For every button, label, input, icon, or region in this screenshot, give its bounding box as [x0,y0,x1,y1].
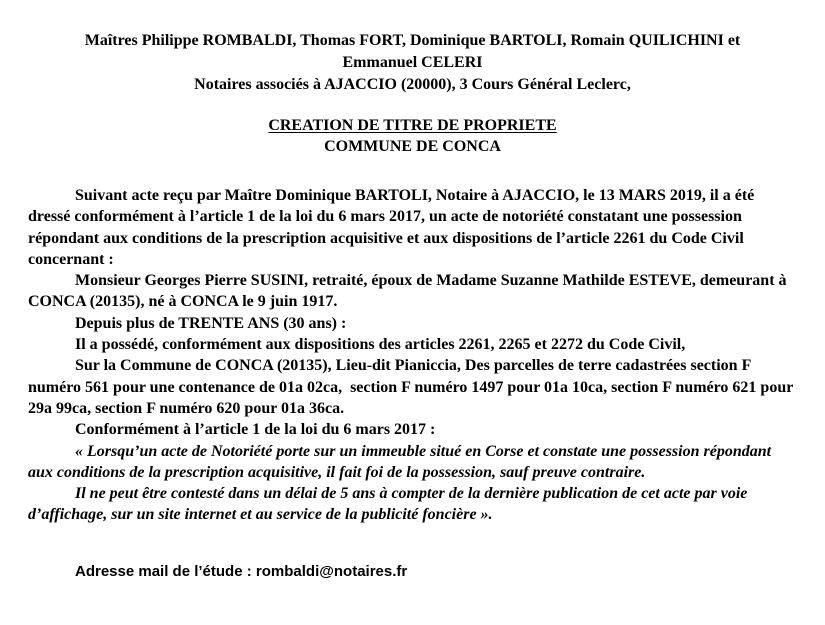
document-title: CREATION DE TITRE DE PROPRIETE [268,117,557,134]
paragraph-person-susini: Monsieur Georges Pierre SUSINI, retraité, époux de Madame Suzanne Mathilde ESTEVE, demeurant à CONCA (20135), né à CONCA le 9 juin 1917. [28,272,791,311]
email-label: Adresse mail de l’étude : [75,562,256,580]
office-address-line: Notaires associés à AJACCIO (20000), 3 Cours Général Leclerc, [194,76,631,93]
email-line [28,561,797,582]
paragraph-possession-articles: Il a possédé, conformément aux dispositions des articles 2261, 2265 et 2272 du Code Civil, [75,336,686,354]
document-header [28,30,797,96]
paragraph-acte-recu: Suivant acte reçu par Maître Dominique BARTOLI, Notaire à AJACCIO, le 13 MARS 2019, il a été dressé conformément à l’article 1 de la loi du 6 mars 2017, un acte de notoriété constatant une possession répondant aux conditions de la prescription acquisitive et aux dispositions de l’article 2261 du Code Civil concernant : [28,187,759,268]
paragraph-parcels-cadastre: Sur la Commune de CONCA (20135), Lieu-dit Pianiccia, Des parcelles de terre cadastrées section F numéro 561 pour une contenance de 01a 02ca, section F numéro 1497 pour 01a 10ca, section F numéro 621 pour 29a 99ca, section F numéro 620 pour 01a 36ca. [28,357,798,417]
quote-delai-contestation: Il ne peut être contesté dans un délai de 5 ans à compter de la dernière publication de cet acte par voie d’affichage, sur un site internet et au service de la publicité foncière ». [28,485,752,524]
email-address: rombaldi@notaires.fr [255,562,408,580]
paragraph-conformement-loi: Conformément à l’article 1 de la loi du 6 mars 2017 : [75,421,436,439]
notaries-names-line-1: Maîtres Philippe ROMBALDI, Thomas FORT, Dominique BARTOLI, Romain QUILICHINI et [84,32,741,49]
document-footer [28,561,797,582]
document-subtitle-commune: COMMUNE DE CONCA [324,138,501,155]
document-body [28,185,797,526]
notaries-names-line-2: Emmanuel CELERI [342,54,483,71]
paragraph-duration-trente-ans: Depuis plus de TRENTE ANS (30 ans) : [75,314,347,332]
title-block [28,115,797,157]
quote-acte-notoriete: « Lorsqu’un acte de Notoriété porte sur un immeuble situé en Corse et constate une possession répondant aux conditions de la prescription acquisitive, il fait foi de la possession, sauf preuve contraire. [28,442,776,481]
